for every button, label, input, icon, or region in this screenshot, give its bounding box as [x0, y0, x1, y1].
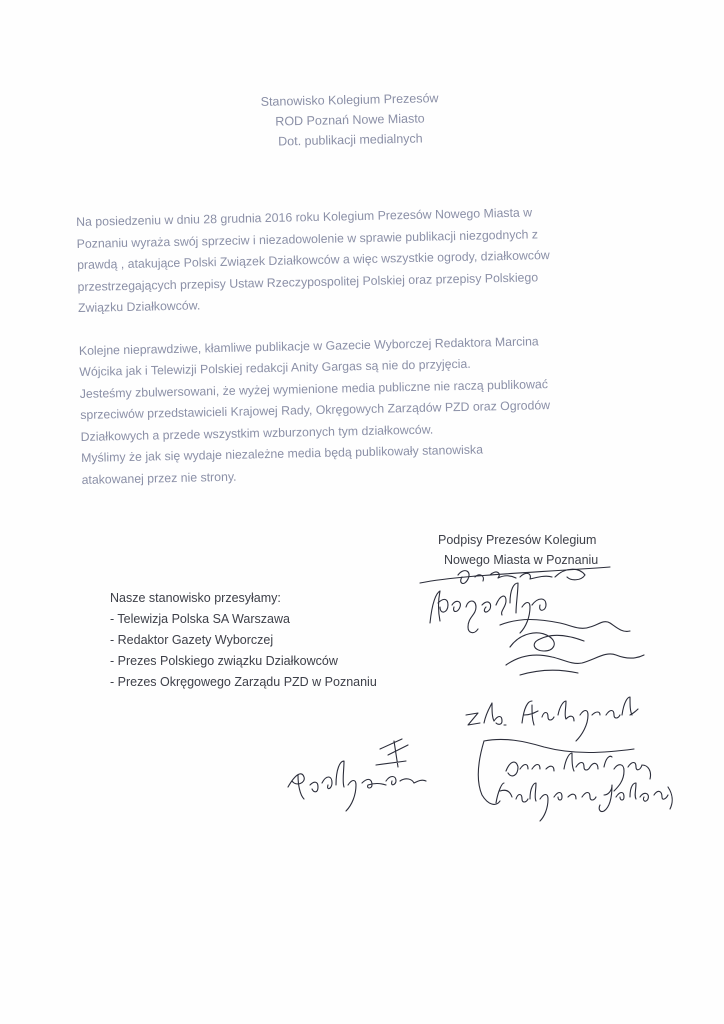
signature-1 — [420, 567, 610, 583]
signature-2 — [430, 583, 546, 633]
signature-5 — [288, 761, 426, 811]
signature-4 — [466, 697, 638, 741]
signature-7 — [478, 739, 650, 804]
header-title: Stanowisko Kolegium Prezesów — [260, 91, 439, 109]
paragraph-line: Kolejne nieprawdziwe, kłamliwe publikacje w Gazecie Wyborczej Redaktora Marcina — [78, 333, 539, 358]
paragraph-line: przestrzegających przepisy Ustaw Rzeczypospolitej Polskiej oraz przepisy Polskiego — [77, 269, 539, 294]
paragraph-1 — [76, 200, 668, 320]
recipient-item: - Prezes Okręgowego Zarządu PZD w Poznaniu — [110, 675, 377, 689]
paragraph-line: sprzeciwów przedstawicieli Krajowej Rady, Okręgowych Zarządów PZD oraz Ogrodów — [80, 398, 551, 422]
recipient-item: - Telewizja Polska SA Warszawa — [110, 612, 290, 626]
paragraph-line: prawdą , atakujące Polski Związek Działkowców a więc wszystkie ogrody, działkowców — [76, 248, 550, 272]
signatures-heading-line: Nowego Miasta w Poznaniu — [444, 553, 599, 567]
signatures-heading-line: Podpisy Prezesów Kolegium — [438, 533, 597, 547]
signature-8 — [496, 783, 672, 821]
recipients-title: Nasze stanowisko przesyłamy: — [110, 591, 281, 605]
handwritten-signatures — [270, 555, 690, 855]
document-body — [76, 200, 672, 491]
header-subject: Dot. publikacji medialnych — [278, 131, 423, 149]
paragraph-line: Wójcika jak i Telewizji Polskiej redakcji Anity Gargas są nie do przyjęcia. — [79, 356, 471, 379]
paragraph-2 — [79, 328, 672, 491]
paragraph-line: Poznaniu wyraża swój sprzeciw i niezadowolenie w sprawie publikacji niezgodnych z — [76, 226, 539, 251]
paragraph-line: Jesteśmy zbulwersowani, że wyżej wymienione media publiczne nie raczą publikować — [79, 376, 549, 401]
header-organization: ROD Poznań Nowe Miasto — [275, 111, 425, 129]
recipient-item: - Redaktor Gazety Wyborczej — [110, 633, 274, 647]
paragraph-line: Działkowych a przede wszystkim wzburzonych tym działkowców. — [80, 422, 434, 444]
paragraph-line: Myślimy że jak się wydaje niezależne media będą publikowały stanowiska — [81, 442, 484, 465]
paragraph-line: Związku Działkowców. — [77, 298, 201, 315]
paragraph-line: Na posiedzeniu w dniu 28 grudnia 2016 roku Kolegium Prezesów Nowego Miasta w — [76, 205, 533, 229]
recipient-item: - Prezes Polskiego związku Działkowców — [110, 654, 338, 668]
paragraph-line: atakowanej przez nie strony. — [81, 469, 237, 487]
signature-6 — [376, 739, 408, 767]
signature-3 — [500, 620, 644, 676]
document-header — [179, 86, 520, 153]
